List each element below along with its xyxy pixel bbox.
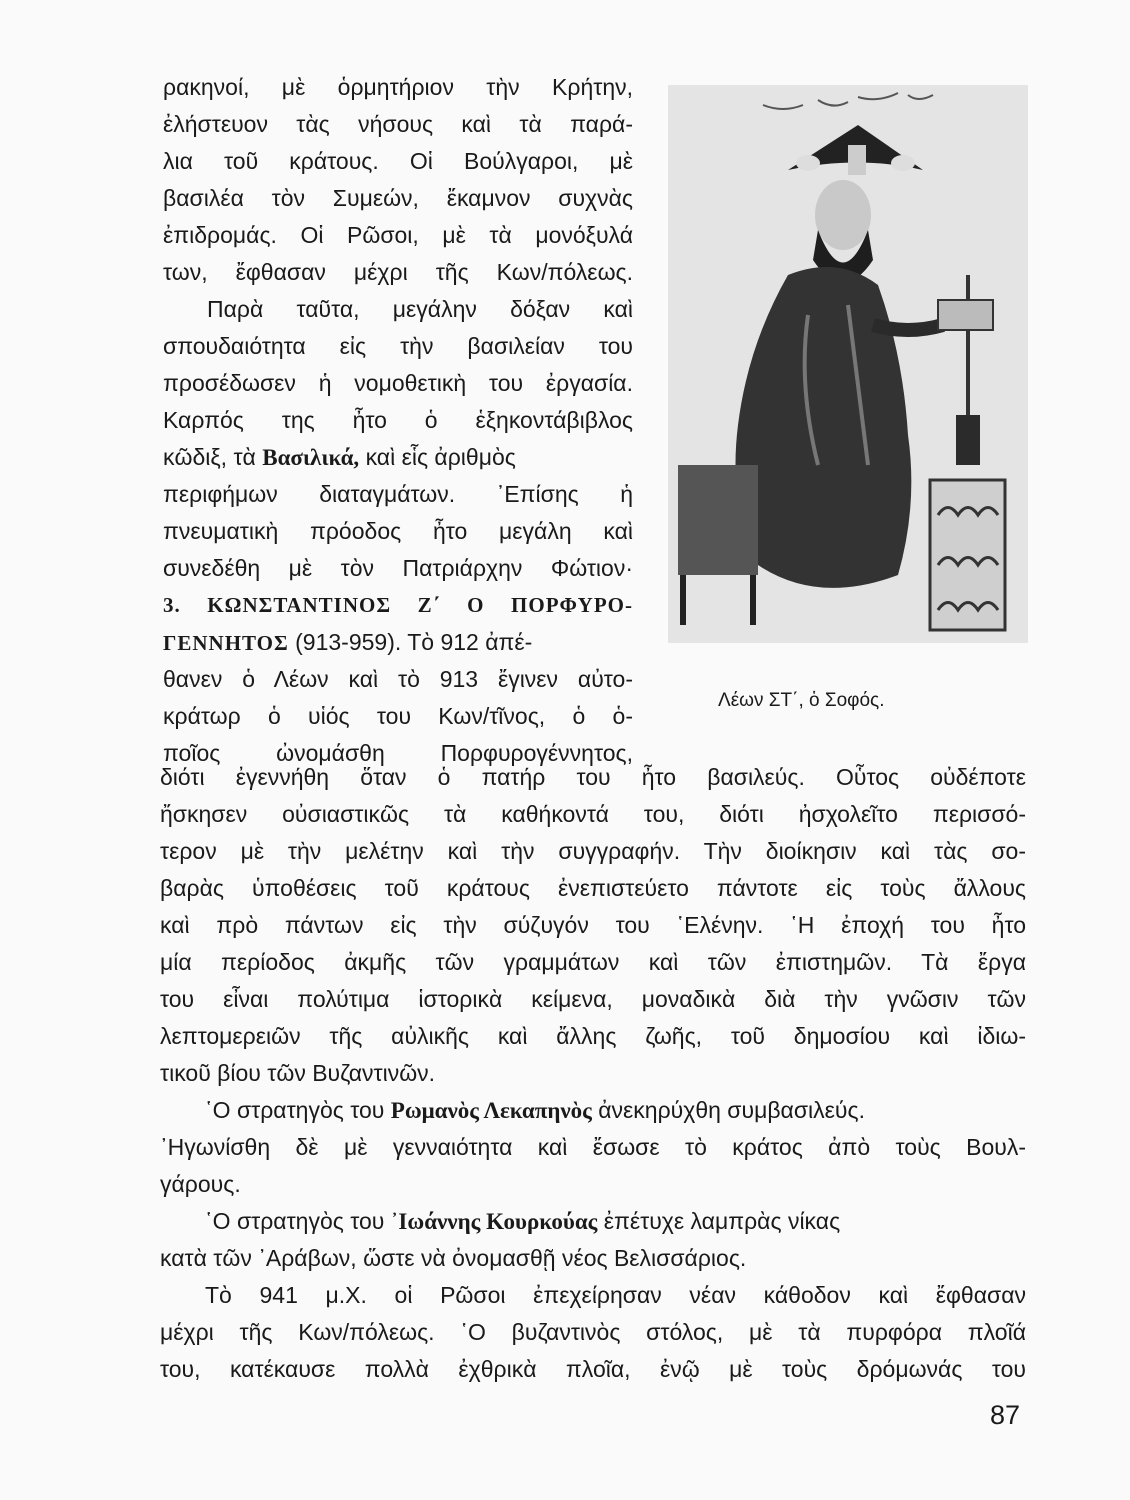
text-line: σπουδαιότητα εἰς τὴν βασιλείαν του xyxy=(163,333,633,359)
text-line xyxy=(163,442,633,473)
text-fragment: ῾Ο στρατηγὸς του xyxy=(205,1208,391,1234)
figure-image xyxy=(668,85,1028,643)
text-fragment: καὶ εἷς ἀριθμὸς xyxy=(359,444,516,470)
text-line xyxy=(163,627,633,658)
text-line: κράτωρ ὁ υἱός του Κων/τῖνος, ὁ ὁ- xyxy=(163,703,633,729)
text-line: μέχρι τῆς Κων/πόλεως. ῾Ο βυζαντινὸς στόλος, μὲ τὰ πυρφόρα πλοῖά xyxy=(160,1319,1026,1345)
text-line: καὶ πρὸ πάντων εἰς τὴν σύζυγόν του ῾Ελένην. ῾Η ἐποχή του ἦτο xyxy=(160,912,1026,938)
text-fragment: ῾Ο στρατηγὸς του xyxy=(205,1097,391,1123)
text-line: μία περίοδος ἀκμῆς τῶν γραμμάτων καὶ τῶν ἐπιστημῶν. Τὰ ἔργα xyxy=(160,949,1026,975)
text-line xyxy=(205,1206,1026,1237)
text-line: τερον μὲ τὴν μελέτην καὶ τὴν συγγραφήν. Τὴν διοίκησιν καὶ τὰς σο- xyxy=(160,838,1026,864)
text-line: ἤσκησεν οὐσιαστικῶς τὰ καθήκοντά του, διότι ἠσχολεῖτο περισσό- xyxy=(160,801,1026,827)
text-line: των, ἔφθασαν μέχρι τῆς Κων/πόλεως. xyxy=(163,259,633,285)
text-line: Καρπός της ἦτο ὁ ἑξηκοντάβιβλος xyxy=(163,407,633,433)
bold-term: Ρωμανὸς Λεκαπηνὸς xyxy=(390,1098,592,1123)
emperor-leo-illustration xyxy=(668,85,1028,643)
text-line: θανεν ὁ Λέων καὶ τὸ 913 ἔγινεν αὐτο- xyxy=(163,666,633,692)
text-line: συνεδέθη μὲ τὸν Πατριάρχην Φώτιον· xyxy=(163,555,633,581)
text-line: βασιλέα τὸν Συμεών, ἔκαμνον συχνὰς xyxy=(163,185,633,211)
text-line: πνευματικὴ πρόοδος ἦτο μεγάλη καὶ xyxy=(163,518,633,544)
text-fragment: (913-959). xyxy=(288,629,402,655)
text-line: ρακηνοί, μὲ ὁρμητήριον τὴν Κρήτην, xyxy=(163,74,633,100)
text-line: ᾿Ηγωνίσθη δὲ μὲ γενναιότητα καὶ ἔσωσε τὸ κράτος ἀπὸ τοὺς Βουλ- xyxy=(160,1134,1026,1160)
text-line: τικοῦ βίου τῶν Βυζαντινῶν. xyxy=(160,1060,436,1086)
text-line: Παρὰ ταῦτα, μεγάλην δόξαν καὶ xyxy=(207,296,633,322)
text-line: προσέδωσεν ἡ νομοθετικὴ του ἐργασία. xyxy=(163,370,633,396)
figure-caption: Λέων ΣΤ΄, ὁ Σοφός. xyxy=(718,690,885,711)
bold-term: ᾿Ιωάννης Κουρκούας xyxy=(390,1209,598,1234)
text-line: κατὰ τῶν ᾿Αράβων, ὥστε νὰ ὀνομασθῇ νέος Βελισσάριος. xyxy=(160,1245,747,1271)
text-fragment: Τὸ 912 ἀπέ- xyxy=(401,629,533,655)
text-line: γάρους. xyxy=(160,1171,241,1197)
text-fragment: κῶδιξ, τὰ xyxy=(163,444,256,470)
bold-term: Βασιλικά, xyxy=(262,445,360,470)
text-line: του, κατέκαυσε πολλὰ ἐχθρικὰ πλοῖα, ἐνῷ μὲ τοὺς δρόμωνάς του xyxy=(160,1356,1026,1382)
text-line: ἐπιδρομάς. Οἱ Ρῶσοι, μὲ τὰ μονόξυλά xyxy=(163,222,633,248)
text-line: του εἶναι πολύτιμα ἱστορικὰ κείμενα, μοναδικὰ διὰ τὴν γνῶσιν τῶν xyxy=(160,986,1026,1012)
text-line: ἐλήστευον τὰς νήσους καὶ τὰ παρά- xyxy=(163,111,633,137)
text-line: διότι ἐγεννήθη ὅταν ὁ πατήρ του ἦτο βασιλεύς. Οὗτος οὐδέποτε xyxy=(160,764,1026,790)
text-line: περιφήμων διαταγμάτων. ᾿Επίσης ἡ xyxy=(163,481,633,507)
text-line: ποῖος ὠνομάσθη Πορφυρογέννητος, xyxy=(163,740,633,766)
text-line: λεπτομερειῶν τῆς αὐλικῆς καὶ ἄλλης ζωῆς, τοῦ δημοσίου καὶ ἰδιω- xyxy=(160,1023,1026,1049)
text-line xyxy=(205,1095,1026,1126)
text-line: λια τοῦ κράτους. Οἱ Βούλγαροι, μὲ xyxy=(163,148,633,174)
section-heading: 3. ΚΩΝΣΤΑΝΤΙΝΟΣ Ζ΄ Ο ΠΟΡΦΥΡΟ- xyxy=(163,593,633,617)
text-fragment: ἀνεκηρύχθη συμβασιλεύς. xyxy=(591,1097,865,1123)
section-heading: ΓΕΝΝΗΤΟΣ xyxy=(163,631,289,655)
text-line: βαρὰς ὑποθέσεις τοῦ κράτους ἐνεπιστεύετο πάντοτε εἰς τοὺς ἄλλους xyxy=(160,875,1026,901)
text-line: Τὸ 941 μ.Χ. οἱ Ρῶσοι ἐπεχείρησαν νέαν κάθοδον καὶ ἔφθασαν xyxy=(205,1282,1026,1308)
text-fragment: ἐπέτυχε λαμπρὰς νίκας xyxy=(597,1208,841,1234)
page-number: 87 xyxy=(990,1400,1021,1430)
